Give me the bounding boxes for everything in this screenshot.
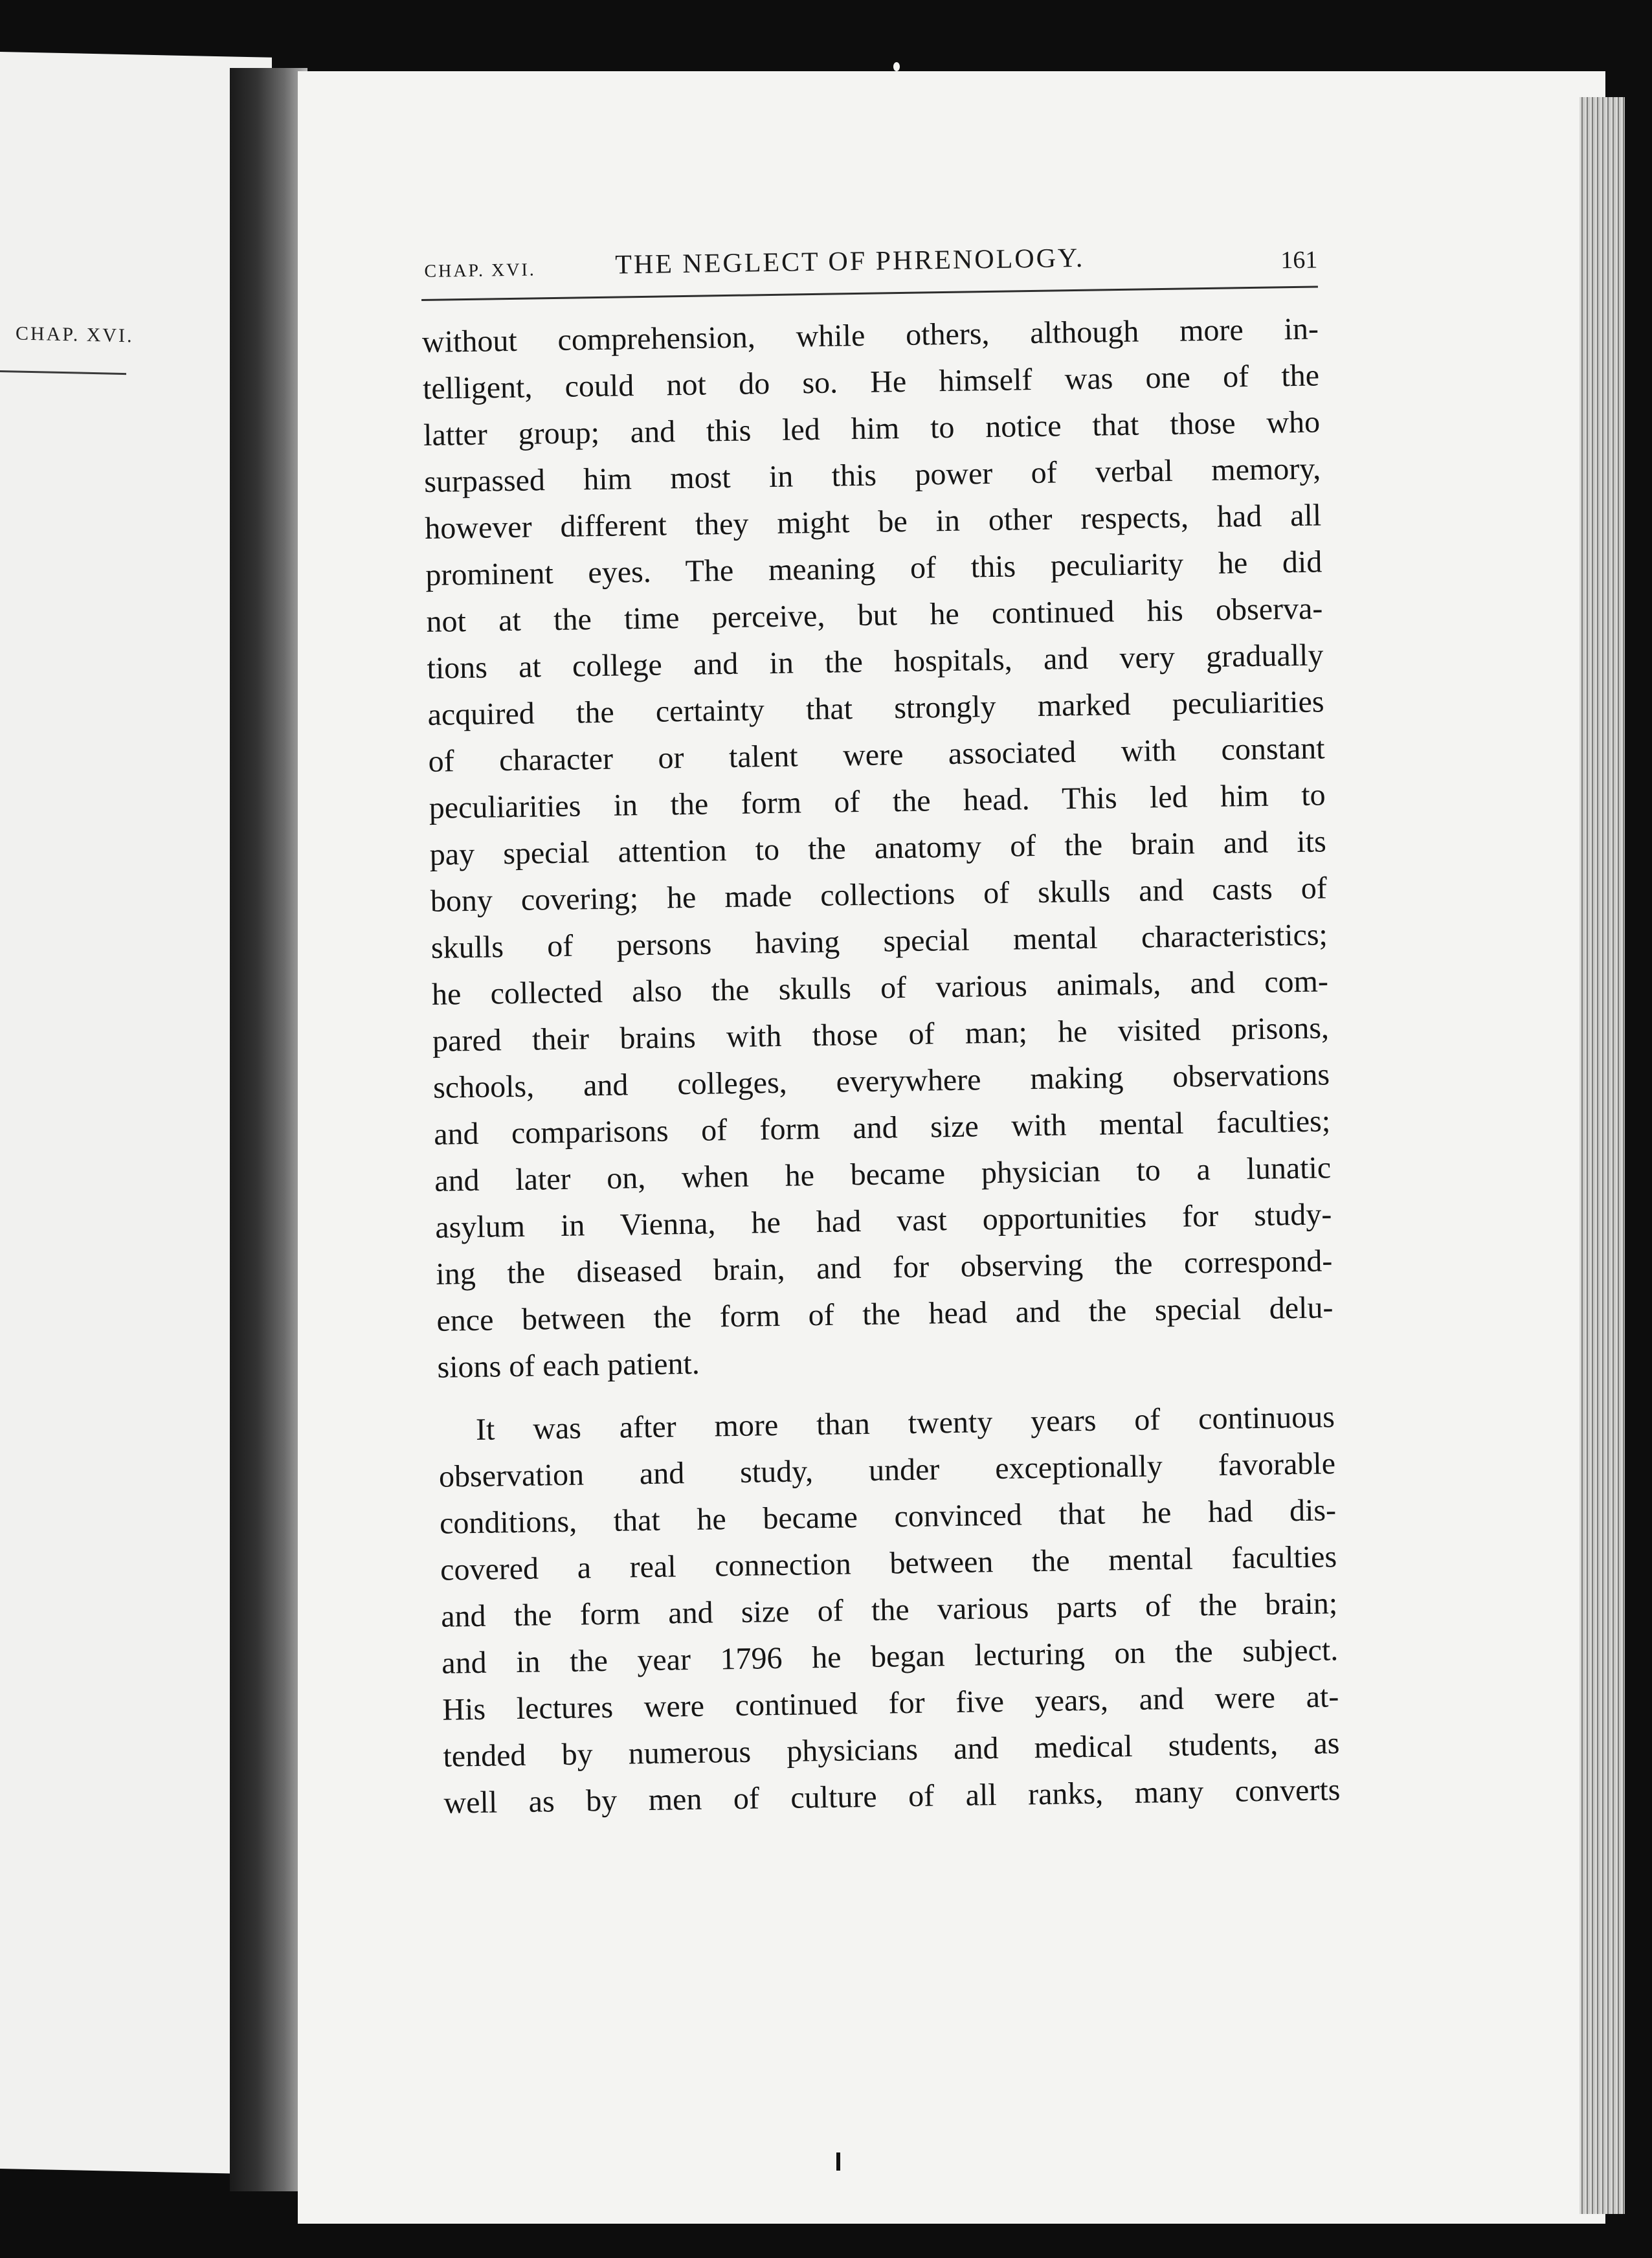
scan-speck — [893, 62, 900, 71]
paragraph-2 — [438, 1394, 1340, 1826]
text-line: conditions, that he became convinced that he had dis- — [439, 1493, 1337, 1541]
text-line: It was after more than twenty years of continuous — [475, 1400, 1335, 1447]
text-line: telligent, could not do so. He himself was one of the — [422, 358, 1320, 406]
text-line: ing the diseased brain, and for observing the correspond- — [436, 1244, 1333, 1291]
text-line: asylum in Vienna, he had vast opportunities for study- — [434, 1197, 1332, 1245]
text-line: observation and study, under exceptionally favorable — [438, 1446, 1336, 1494]
text-line: and in the year 1796 he began lecturing on the subject. — [441, 1633, 1339, 1681]
text-line: however different they might be in other respects, had all — [424, 498, 1322, 546]
text-line: sions of each patient. — [437, 1346, 700, 1385]
text-line: without comprehension, while others, although more in- — [421, 311, 1319, 359]
text-line: peculiarities in the form of the head. This led him to — [429, 777, 1326, 825]
text-line: and later on, when he became physician to a lunatic — [434, 1150, 1332, 1198]
page-number: 161 — [1280, 246, 1318, 274]
text-line: acquired the certainty that strongly marked peculiarities — [427, 684, 1324, 732]
text-line: tions at college and in the hospitals, and very gradually — [427, 638, 1324, 686]
left-running-header: CHAP. XVI. — [16, 322, 134, 347]
text-line: covered a real connection between the mental faculties — [440, 1539, 1337, 1587]
book-gutter — [230, 68, 307, 2191]
left-header-rule — [0, 370, 126, 375]
text-line: prominent eyes. The meaning of this peculiarity he did — [425, 544, 1323, 592]
text-line: tended by numerous physicians and medical students, as — [443, 1726, 1340, 1774]
text-line: well as by men of culture of all ranks, many converts — [443, 1772, 1341, 1820]
text-line: of character or talent were associated with constant — [428, 731, 1325, 779]
running-title: THE NEGLECT OF PHRENOLOGY. — [614, 243, 1085, 280]
text-line: bony covering; he made collections of skulls and casts of — [430, 871, 1328, 919]
text-line: His lectures were continued for five years, and were at- — [442, 1679, 1339, 1727]
text-line: ence between the form of the head and the special delu- — [436, 1290, 1334, 1338]
text-line: and the form and size of the various parts of the brain; — [440, 1586, 1338, 1634]
text-line: and comparisons of form and size with mental faculties; — [433, 1104, 1331, 1152]
text-line: skulls of persons having special mental characteristics; — [430, 917, 1328, 965]
text-line: schools, and colleges, everywhere making observations — [432, 1057, 1330, 1105]
text-line: surpassed him most in this power of verbal memory, — [423, 451, 1321, 499]
right-page-content — [421, 239, 1341, 1826]
page-stack-edge — [1579, 97, 1625, 2214]
text-line: latter group; and this led him to notice that those who — [423, 405, 1321, 453]
paragraph-1 — [422, 306, 1334, 1391]
text-line: pared their brains with those of man; he visited prisons, — [432, 1011, 1330, 1058]
text-line: pay special attention to the anatomy of the brain and its — [429, 824, 1327, 872]
chapter-label: CHAP. XVI. — [424, 260, 537, 282]
text-line: not at the time perceive, but he continued his observa- — [426, 591, 1323, 639]
text-line: he collected also the skulls of various animals, and com- — [431, 964, 1329, 1012]
scan-speck — [836, 2152, 840, 2171]
